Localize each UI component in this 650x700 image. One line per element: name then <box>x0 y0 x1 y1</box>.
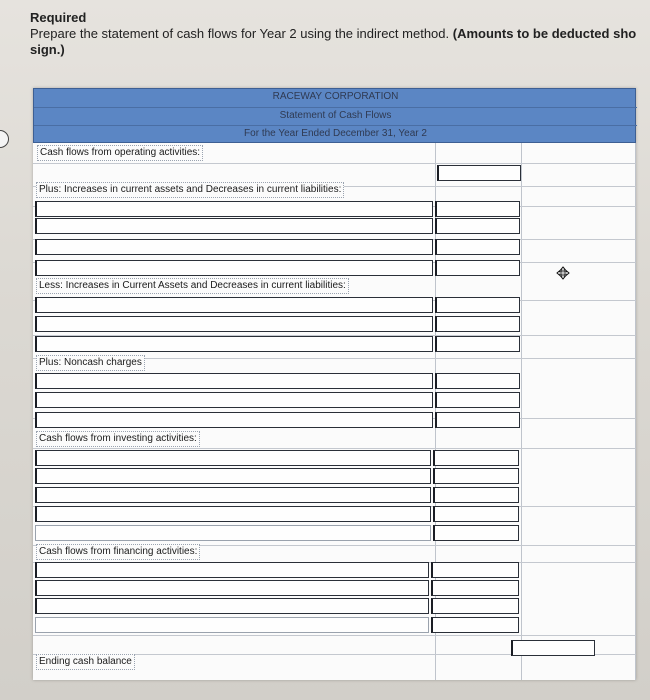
amount-input[interactable] <box>431 598 519 614</box>
amount-input[interactable] <box>433 487 519 503</box>
instructions-line-1 <box>30 26 650 42</box>
move-cursor-icon <box>556 266 570 280</box>
amount-input[interactable] <box>435 201 520 217</box>
account-input[interactable] <box>35 218 433 234</box>
amount-input[interactable] <box>433 525 519 541</box>
account-input[interactable] <box>35 392 433 408</box>
plus-increases-label: Plus: Increases in current assets and Decreases in current liabilities: <box>36 182 344 198</box>
company-name: RACEWAY CORPORATION <box>272 91 399 102</box>
column-divider <box>521 143 522 680</box>
amount-input[interactable] <box>437 165 521 181</box>
row-line <box>33 163 636 164</box>
statement-header <box>33 88 636 143</box>
column-divider <box>635 143 636 680</box>
header-divider <box>34 125 637 126</box>
instructions-note: (Amounts to be deducted sho <box>452 26 637 41</box>
amount-input[interactable] <box>431 562 519 578</box>
account-input[interactable] <box>35 598 429 614</box>
row-line <box>33 448 636 449</box>
account-input[interactable] <box>35 373 433 389</box>
account-input[interactable] <box>35 316 433 332</box>
less-increases-label: Less: Increases in Current Assets and Decreases in current liabilities: <box>36 278 349 294</box>
account-input[interactable] <box>35 580 429 596</box>
amount-input[interactable] <box>435 239 520 255</box>
amount-input[interactable] <box>431 617 519 633</box>
amount-input[interactable] <box>435 218 520 234</box>
account-input[interactable] <box>35 239 433 255</box>
instructions-line-2: sign.) <box>30 42 65 57</box>
header-divider <box>34 107 637 108</box>
plus-noncash-label: Plus: Noncash charges <box>36 355 145 371</box>
amount-input[interactable] <box>435 260 520 276</box>
ending-cash-label: Ending cash balance <box>36 654 135 670</box>
account-input[interactable] <box>35 506 431 522</box>
amount-input[interactable] <box>435 412 520 428</box>
amount-input[interactable] <box>435 336 520 352</box>
row-line <box>33 635 636 636</box>
account-input[interactable] <box>35 297 433 313</box>
instructions <box>30 10 650 58</box>
required-heading: Required <box>30 10 87 25</box>
amount-input[interactable] <box>435 392 520 408</box>
instructions-text: Prepare the statement of cash flows for Year 2 using the indirect method. <box>30 26 450 41</box>
account-input[interactable] <box>35 468 431 484</box>
statement-period: For the Year Ended December 31, Year 2 <box>244 128 427 139</box>
amount-input[interactable] <box>433 506 519 522</box>
investing-activities-label: Cash flows from investing activities: <box>36 431 200 447</box>
statement-name: Statement of Cash Flows <box>279 110 392 121</box>
amount-input[interactable] <box>435 373 520 389</box>
operating-activities-label: Cash flows from operating activities: <box>37 145 203 161</box>
account-input[interactable] <box>35 562 429 578</box>
account-input[interactable] <box>35 525 431 541</box>
account-input[interactable] <box>35 201 433 217</box>
ending-cash-input[interactable] <box>511 640 595 656</box>
account-input[interactable] <box>35 336 433 352</box>
account-input[interactable] <box>35 450 431 466</box>
account-input[interactable] <box>35 487 431 503</box>
account-input[interactable] <box>35 412 433 428</box>
amount-input[interactable] <box>433 468 519 484</box>
amount-input[interactable] <box>435 316 520 332</box>
amount-input[interactable] <box>435 297 520 313</box>
amount-input[interactable] <box>431 580 519 596</box>
account-input[interactable] <box>35 260 433 276</box>
amount-input[interactable] <box>433 450 519 466</box>
cash-flow-worksheet <box>33 88 636 680</box>
financing-activities-label: Cash flows from financing activities: <box>36 544 200 560</box>
account-input[interactable] <box>35 617 429 633</box>
